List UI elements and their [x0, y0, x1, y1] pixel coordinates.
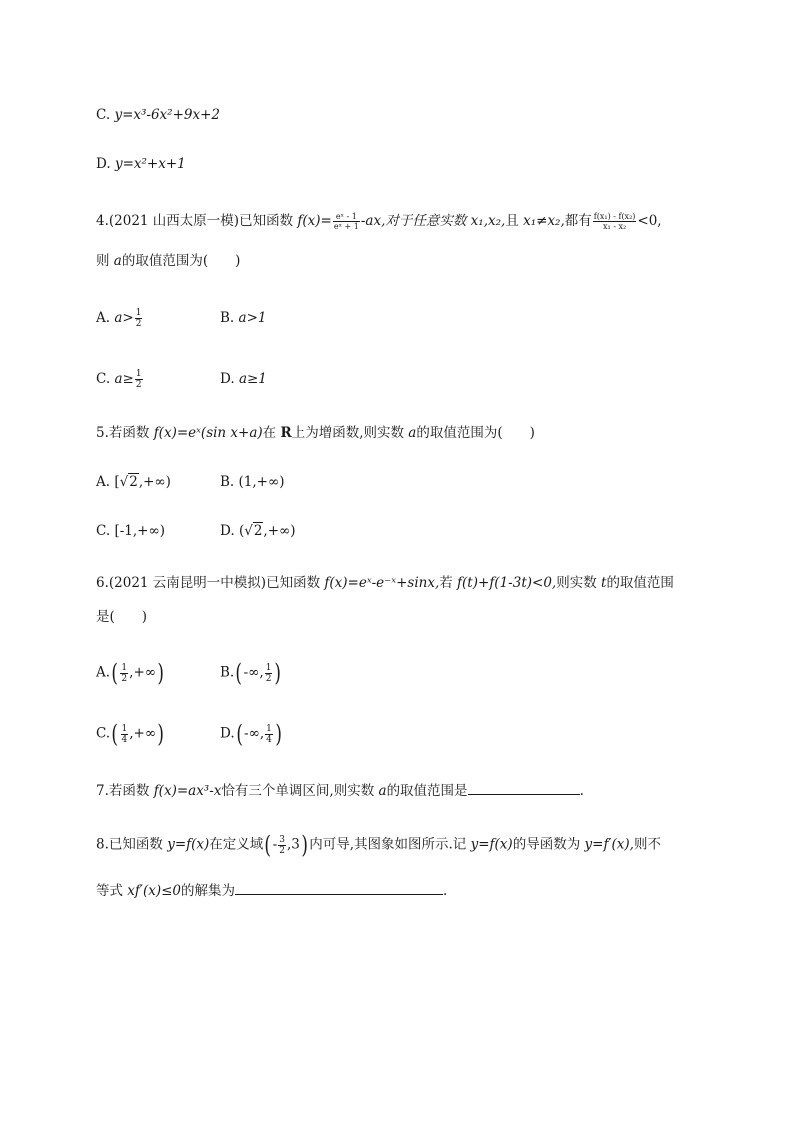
- answer-blank[interactable]: [235, 880, 443, 895]
- q3-option-c: C. y=x³-6x²+9x+2: [96, 107, 220, 123]
- q6-option-c: C.( $\frac{1}{4}$ ,+∞): [96, 720, 165, 748]
- q6-option-d: D.(-∞, $\frac{1}{4}$ ): [220, 720, 282, 748]
- q8-stem-line1: 8.已知函数 y=f(x)在定义域(- $\frac{3}{2}$ ,3)内可导,其图象如图所示.记 y=f(x)的导函数为 y=f′(x),则不: [96, 831, 661, 859]
- q4-stem-line2: 则 a的取值范围为( ): [96, 253, 241, 269]
- q8-stem-line2: 等式 xf′(x)≤0的解集为 .: [96, 880, 447, 901]
- q4-difference-quotient: $\frac{\text{f(x₁) - f(x₂)}}{\text{x₁ - x₂}}$: [593, 212, 636, 231]
- q5-option-a: A. [√2,+∞): [96, 474, 171, 490]
- q4-option-a: A. a> $\frac{1}{2}$: [96, 308, 142, 329]
- q5-option-b: B. (1,+∞): [220, 474, 285, 490]
- q6-option-b: B.(-∞, $\frac{1}{2}$ ): [220, 659, 282, 687]
- answer-blank[interactable]: [468, 780, 580, 795]
- q4-stem-line1: 4.(2021 山西太原一模)已知函数 f(x)= $\frac{\text{eˣ - 1}}{\text{eˣ + 1}}$ -ax,对于任意实数 x₁,x₂,且 x₁≠x₂,都有 $\frac{\text{f(x₁) - f(x₂)}}{\text{x₁ - x₂}}$ <0,: [96, 212, 662, 231]
- sqrt-symbol: √2: [119, 474, 138, 490]
- q4-option-b: B. a>1: [220, 310, 267, 326]
- sqrt-symbol: √2: [244, 523, 263, 539]
- q7-stem: 7.若函数 f(x)=ax³-x恰有三个单调区间,则实数 a的取值范围是 .: [96, 780, 584, 801]
- q5-stem: 5.若函数 f(x)=eˣ(sin x+a)在 R上为增函数,则实数 a的取值范围为( ): [96, 425, 535, 441]
- q4-option-c: C. a≥ $\frac{1}{2}$: [96, 369, 142, 390]
- q4-function-fraction: $\frac{\text{eˣ - 1}}{\text{eˣ + 1}}$: [333, 212, 359, 231]
- q3-option-d: D. y=x²+x+1: [96, 156, 186, 172]
- q6-stem-line1: 6.(2021 云南昆明一中模拟)已知函数 f(x)=eˣ-e⁻ˣ+sinx,若 f(t)+f(1-3t)<0,则实数 t的取值范围: [96, 575, 674, 591]
- q6-option-a: A.( $\frac{1}{2}$ ,+∞): [96, 659, 164, 687]
- q5-option-d: D. (√2,+∞): [220, 523, 296, 539]
- q4-option-d: D. a≥1: [220, 371, 267, 387]
- q6-stem-line2: 是( ): [96, 609, 148, 625]
- q5-option-c: C. [-1,+∞): [96, 523, 165, 539]
